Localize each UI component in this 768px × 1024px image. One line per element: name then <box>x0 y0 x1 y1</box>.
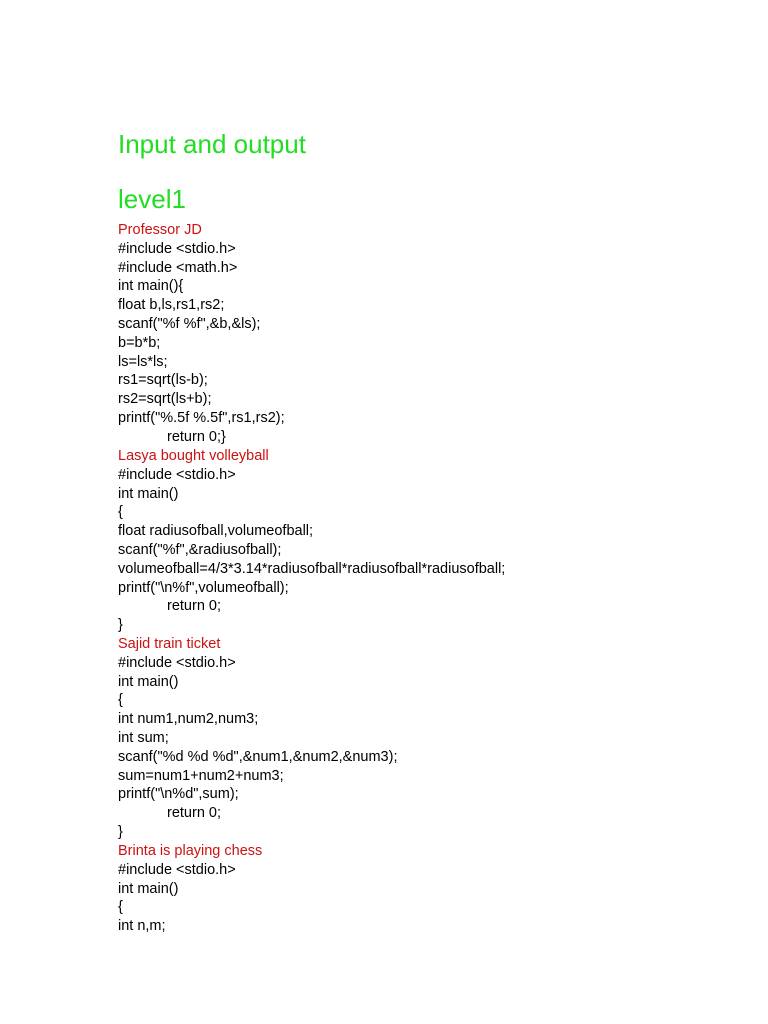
code-line: { <box>118 504 123 521</box>
code-line: scanf("%f %f",&b,&ls); <box>118 315 261 332</box>
section-title: Lasya bought volleyball <box>118 448 269 464</box>
code-line: } <box>118 617 123 634</box>
code-line: int main() <box>118 673 179 690</box>
section-title: Sajid train ticket <box>118 636 221 652</box>
document-title: Input and output <box>118 129 306 159</box>
code-line: printf("\n%d",sum); <box>118 786 239 803</box>
code-line: int sum; <box>118 729 169 746</box>
code-line: rs1=sqrt(ls-b); <box>118 372 208 389</box>
code-line: scanf("%f",&radiusofball); <box>118 541 282 558</box>
code-line: float b,ls,rs1,rs2; <box>118 297 225 314</box>
code-line: ls=ls*ls; <box>118 353 168 370</box>
code-line: { <box>118 692 123 709</box>
level-heading: level1 <box>118 184 186 214</box>
code-line: printf("%.5f %.5f",rs1,rs2); <box>118 409 285 426</box>
code-line: #include <stdio.h> <box>118 861 236 878</box>
code-line: int num1,num2,num3; <box>118 711 259 728</box>
code-line: sum=num1+num2+num3; <box>118 767 284 784</box>
code-line: return 0; <box>167 805 221 822</box>
section-lasya-volleyball <box>118 447 758 635</box>
code-line: } <box>118 823 123 840</box>
document-page <box>118 0 758 1024</box>
code-line: return 0;} <box>167 428 226 445</box>
code-line: int main() <box>118 485 179 502</box>
code-line: scanf("%d %d %d",&num1,&num2,&num3); <box>118 748 398 765</box>
code-line: int main(){ <box>118 278 184 295</box>
code-line: #include <stdio.h> <box>118 466 236 483</box>
code-line: return 0; <box>167 598 221 615</box>
code-line: printf("\n%f",volumeofball); <box>118 579 289 596</box>
code-line: { <box>118 899 123 916</box>
code-line: int n,m; <box>118 918 166 935</box>
section-sajid-train-ticket <box>118 635 758 842</box>
section-title: Professor JD <box>118 222 202 238</box>
code-line: float radiusofball,volumeofball; <box>118 523 314 540</box>
code-line: #include <stdio.h> <box>118 654 236 671</box>
code-line: rs2=sqrt(ls+b); <box>118 391 212 408</box>
code-line: #include <math.h> <box>118 259 238 276</box>
section-title: Brinta is playing chess <box>118 843 263 859</box>
code-line: volumeofball=4/3*3.14*radiusofball*radiusofball*radiusofball; <box>118 560 506 577</box>
code-line: b=b*b; <box>118 334 161 351</box>
section-professor-jd <box>118 221 758 447</box>
code-line: int main() <box>118 880 179 897</box>
code-line: #include <stdio.h> <box>118 240 236 257</box>
section-brinta-chess <box>118 842 758 936</box>
